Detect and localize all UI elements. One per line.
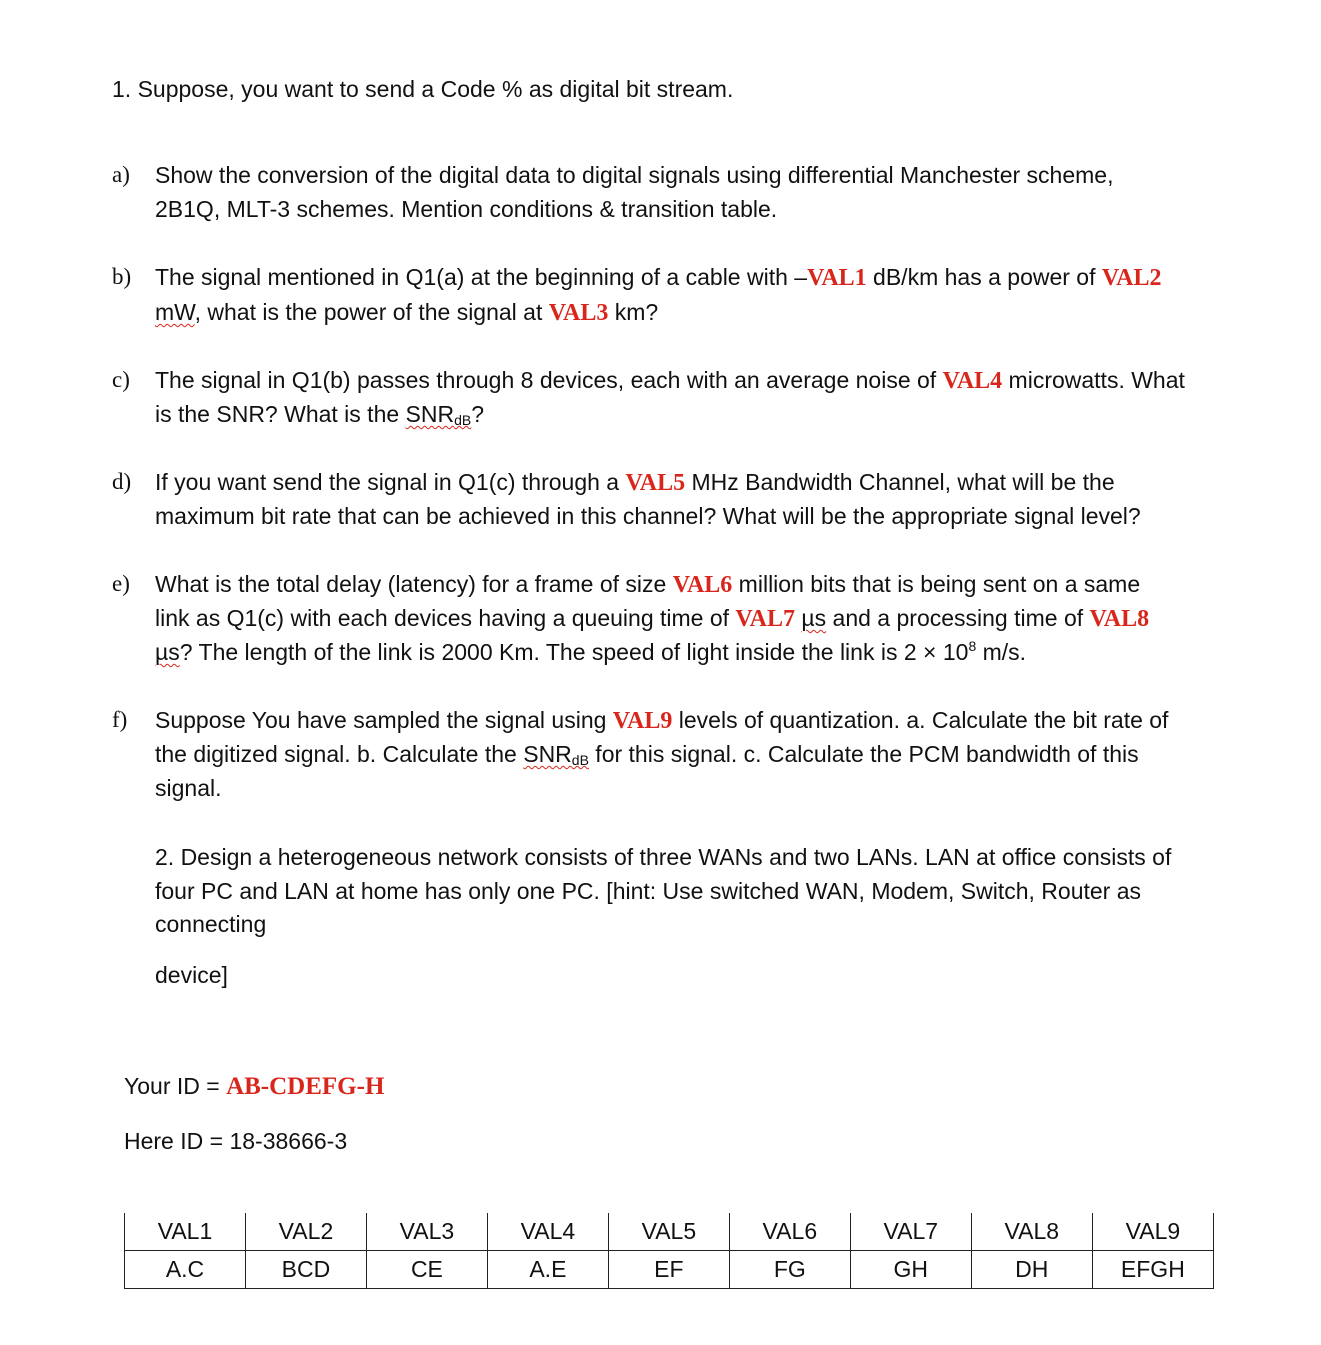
table-cell: DH [971, 1251, 1092, 1289]
item-c-line-2 [155, 400, 484, 434]
item-b-text-1: The signal mentioned in Q1(a) at the beginning of a cable with – [155, 264, 808, 290]
unit-microsecond: µs [801, 605, 827, 631]
val8-placeholder: VAL8 [1089, 606, 1150, 632]
item-c-text-2: microwatts. What [1002, 367, 1185, 393]
item-e-text-4: and a processing time of [826, 605, 1090, 631]
table-cell: A.E [487, 1251, 608, 1289]
table-header-cell: VAL9 [1092, 1213, 1213, 1251]
question-2-line-1: 2. Design a heterogeneous network consists of three WANs and two LANs. LAN at office consists of [155, 844, 1172, 870]
item-c-line-1 [155, 366, 1185, 395]
val2-placeholder: VAL2 [1101, 265, 1162, 291]
val5-placeholder: VAL5 [625, 470, 686, 496]
item-b-line-2 [155, 298, 658, 327]
item-f-line-2 [155, 740, 1139, 774]
val3-placeholder: VAL3 [548, 300, 609, 326]
item-d-line-2: maximum bit rate that can be achieved in this channel? What will be the appropriate signal level? [155, 503, 1141, 529]
snr-db-term: $SNR_{dB}$ [405, 401, 472, 428]
table-cell: BCD [245, 1251, 366, 1289]
question-2-line-3: connecting [155, 911, 267, 937]
item-c-marker: c) [112, 367, 130, 392]
item-a-line-1: Show the conversion of the digital data to digital signals using differential Manchester scheme, [155, 162, 1114, 188]
val7-placeholder: VAL7 [735, 606, 795, 632]
item-f-text-1: Suppose You have sampled the signal using [155, 707, 613, 733]
question-2-line-4: device] [155, 962, 228, 988]
table-header-cell: VAL1 [125, 1213, 246, 1251]
unit-mw: mW [155, 299, 195, 325]
item-e-line-1 [155, 570, 1140, 599]
item-b-text-2: dB/km has a power of [866, 264, 1102, 290]
item-c-text-1: The signal in Q1(b) passes through 8 devices, each with an average noise of [155, 367, 943, 393]
item-f-line-3: signal. [155, 775, 222, 801]
table-header-row [125, 1213, 1214, 1251]
item-e-marker: e) [112, 571, 130, 596]
table-header-cell: VAL7 [850, 1213, 971, 1251]
snr-db-term: $SNR_{dB}$ [523, 741, 589, 768]
item-d-text-2: MHz Bandwidth Channel, what will be the [685, 469, 1115, 495]
val9-placeholder: VAL9 [612, 708, 673, 734]
table-cell: FG [729, 1251, 850, 1289]
table-header-cell: VAL5 [608, 1213, 729, 1251]
table-cell: CE [366, 1251, 487, 1289]
item-d-marker: d) [112, 469, 132, 494]
item-a-marker: a) [112, 162, 130, 187]
table-header-cell: VAL2 [245, 1213, 366, 1251]
table-header-cell: VAL4 [487, 1213, 608, 1251]
table-cell: EFGH [1092, 1251, 1213, 1289]
question-2-line-2: four PC and LAN at home has only one PC. [hint: Use switched WAN, Modem, Switch, Router as [155, 878, 1142, 904]
table-row [125, 1251, 1214, 1289]
here-id: Here ID = 18-38666-3 [124, 1128, 348, 1154]
question-1-heading: 1. Suppose, you want to send a Code % as digital bit stream. [112, 76, 734, 102]
your-id [124, 1071, 384, 1102]
value-table [124, 1213, 1214, 1289]
item-e-text-5: ? The length of the link is 2000 Km. The speed of light inside the link is 2 × 10 [179, 639, 969, 665]
item-e-text-1: What is the total delay (latency) for a frame of size [155, 571, 673, 597]
val1-placeholder: VAL1 [807, 265, 867, 291]
exponent: 8 [968, 638, 977, 654]
item-e-line-2 [155, 604, 1149, 633]
item-c-text-3: is the SNR? What is the [155, 401, 406, 427]
item-b-text-4: , what is the power of the signal at [194, 299, 549, 325]
table-header-cell: VAL3 [366, 1213, 487, 1251]
item-b-line-1 [155, 263, 1161, 292]
item-c-text-4: ? [471, 401, 485, 427]
item-f-text-2: levels of quantization. a. Calculate the bit rate of [672, 707, 1169, 733]
table-header-cell: VAL6 [729, 1213, 850, 1251]
table-header-cell: VAL8 [971, 1213, 1092, 1251]
item-e-text-6: m/s. [976, 639, 1027, 665]
unit-microsecond: µs [155, 639, 180, 665]
table-cell: A.C [125, 1251, 246, 1289]
your-id-label: Your ID = [124, 1073, 227, 1099]
item-d-line-1 [155, 468, 1115, 497]
val6-placeholder: VAL6 [672, 572, 733, 598]
item-e-text-3: link as Q1(c) with each devices having a queuing time of [155, 605, 736, 631]
item-b-text-5: km? [608, 299, 659, 325]
item-b-marker: b) [112, 264, 132, 289]
item-f-line-1 [155, 706, 1168, 735]
item-d-text-1: If you want send the signal in Q1(c) through a [155, 469, 626, 495]
item-f-marker: f) [112, 707, 128, 732]
table-cell: EF [608, 1251, 729, 1289]
item-a-line-2: 2B1Q, MLT-3 schemes. Mention conditions & transition table. [155, 196, 778, 222]
your-id-value: AB-CDEFG-H [226, 1073, 385, 1100]
item-e-text-2: million bits that is being sent on a same [732, 571, 1141, 597]
table-cell: GH [850, 1251, 971, 1289]
item-f-text-4: for this signal. c. Calculate the PCM bandwidth of this [588, 741, 1139, 767]
item-e-line-3 [155, 638, 1026, 666]
val4-placeholder: VAL4 [942, 368, 1003, 394]
item-f-text-3: the digitized signal. b. Calculate the [155, 741, 524, 767]
